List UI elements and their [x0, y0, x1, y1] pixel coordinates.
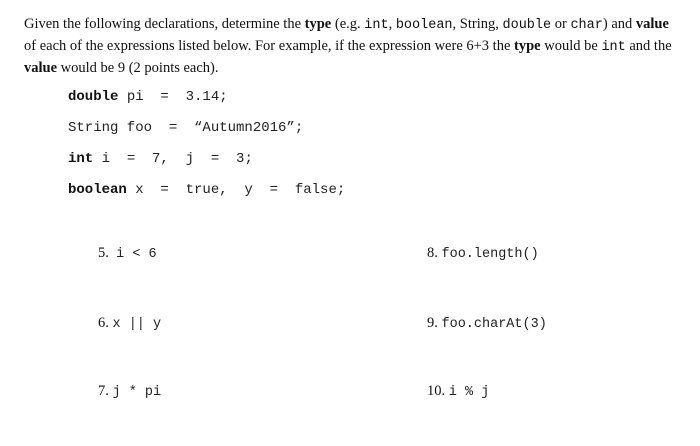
declaration-text: i = 7, j = 3; [93, 151, 253, 167]
instructions-text: would be [540, 38, 602, 54]
instructions-text: Given the following declarations, determine the [24, 16, 305, 32]
instructions-text: and the [625, 38, 672, 54]
declaration-text: pi = 3.14; [118, 89, 228, 105]
declaration-text: x = true, y = false; [126, 182, 346, 198]
question-expression: foo.length() [441, 247, 539, 262]
declaration-string [68, 120, 303, 136]
question-number: 8. [427, 245, 438, 261]
declaration-int [68, 151, 253, 167]
declaration-boolean [68, 182, 345, 198]
question-7 [98, 383, 161, 400]
question-number: 9. [427, 315, 438, 331]
instructions-text: would be 9 (2 points each). [57, 60, 219, 76]
instructions-text: or [551, 16, 571, 32]
example-double: double [502, 18, 552, 33]
question-expression: i % j [448, 385, 490, 400]
instructions-paragraph [24, 14, 680, 79]
example-boolean: boolean [395, 18, 453, 33]
declaration-keyword: double [68, 89, 119, 105]
question-expression: x || y [112, 317, 162, 332]
instructions-text: ) and [602, 16, 636, 32]
instructions-text: , [388, 16, 396, 32]
type-keyword: type [514, 38, 541, 54]
question-10 [427, 383, 489, 400]
instructions-text: of each of the expressions listed below. For example, if the expression were 6+3 the [24, 38, 515, 54]
question-expression: j * pi [112, 385, 162, 400]
question-number: 6. [98, 315, 109, 331]
value-keyword: value [24, 60, 58, 76]
instructions-text: , String, [452, 16, 503, 32]
question-9 [427, 315, 547, 332]
question-expression: i < 6 [116, 247, 157, 262]
declaration-keyword: int [68, 151, 94, 167]
value-keyword: value [635, 16, 669, 32]
question-8 [427, 245, 539, 262]
question-number: 10. [427, 383, 446, 399]
question-number: 7. [98, 383, 109, 399]
question-number: 5. [98, 245, 109, 261]
question-expression: foo.charAt(3) [441, 317, 547, 332]
example-char: char [570, 18, 603, 33]
declaration-double [68, 89, 228, 105]
declaration-keyword: boolean [68, 182, 127, 198]
question-5 [98, 245, 157, 262]
example-int: int [601, 40, 626, 55]
example-int: int [364, 18, 389, 33]
question-6 [98, 315, 161, 332]
declaration-text: String foo = “Autumn2016”; [68, 120, 304, 136]
instructions-text: (e.g. [331, 16, 365, 32]
type-keyword: type [304, 16, 332, 32]
